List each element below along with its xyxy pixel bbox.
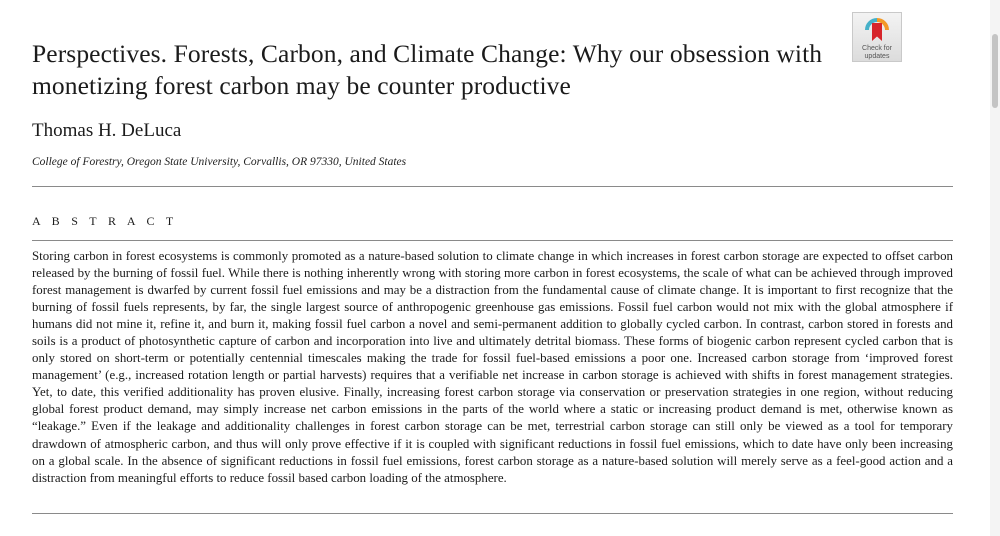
badge-line-2: updates (864, 53, 890, 60)
abstract-text: Storing carbon in forest ecosystems is commonly promoted as a nature-based solution to climate change in which increases in forest carbon storage are expected to offset carbon released by the burning of fossil fuel. While there is nothing inherently wrong with storing more carbon in forest ecosystems, the scale of what can be achieved through improved forest management is dwarfed by current fossil fuel emissions and may be a distraction from the fundamental cause of climate change. It is important to first recognize that the burning of fossil fuels represents, by far, the single largest source of anthropogenic greenhouse gas emissions. Fossil fuel carbon would not mix with the global atmosphere if humans did not mine it, refine it, and burn it, making fossil fuel carbon a novel and semi-permanent addition to globally cycled carbon. In contrast, carbon stored in forests and soils is a product of photosynthetic capture of carbon and incorporation into live and ultimately detrital biomass. These forms of biogenic carbon represent cycled carbon that is only stored on short-term or potentially centennial timescales making the trade for fossil fuel-based emissions a poor one. Increased carbon storage from ‘improved forest management’ (e.g., increased rotation length or partial harvests) requires that a verifiable net increase in carbon storage is achieved with shifts in forest management strategies. Yet, to date, this verified additionality has proven elusive. Finally, increasing forest carbon storage via conservation or preservation strategies in one region, without reducing global forest product demand, may simply increase net carbon emissions in the parts of the world where a static or increasing product demand is met, otherwise known as “leakage.” Even if the leakage and additionality challenges in forest carbon storage can be met, terrestrial carbon storage can still only be viewed as a tool for temporary drawdown of atmospheric carbon, and thus will only prove effective if it is coupled with significant reductions in fossil fuel emissions, which to date have only been increasing on a global scale. In the absence of significant reductions in fossil fuel emissions, forest carbon storage as a nature-based solution will merely serve as a feel-good action and a distraction from meaningful efforts to reduce fossil based carbon loading of the atmosphere. (32, 249, 953, 485)
vertical-scrollbar[interactable] (990, 0, 1000, 536)
author-affiliation: College of Forestry, Oregon State University, Corvallis, OR 97330, United States (32, 156, 407, 168)
check-for-updates-label (853, 45, 901, 61)
check-for-updates-button[interactable] (852, 12, 902, 62)
badge-line-1: Check for (862, 45, 892, 52)
author-name[interactable]: Thomas H. DeLuca (32, 120, 182, 141)
scrollbar-thumb[interactable] (992, 34, 998, 108)
abstract-bottom-divider (32, 513, 953, 514)
paper-title: Perspectives. Forests, Carbon, and Climate Change: Why our obsession with monetizing forest carbon may be counter productive (32, 39, 823, 100)
abstract-heading: A B S T R A C T (32, 214, 178, 228)
check-for-updates-icon (864, 17, 890, 44)
abstract-divider (32, 240, 953, 241)
header-divider (32, 186, 953, 187)
